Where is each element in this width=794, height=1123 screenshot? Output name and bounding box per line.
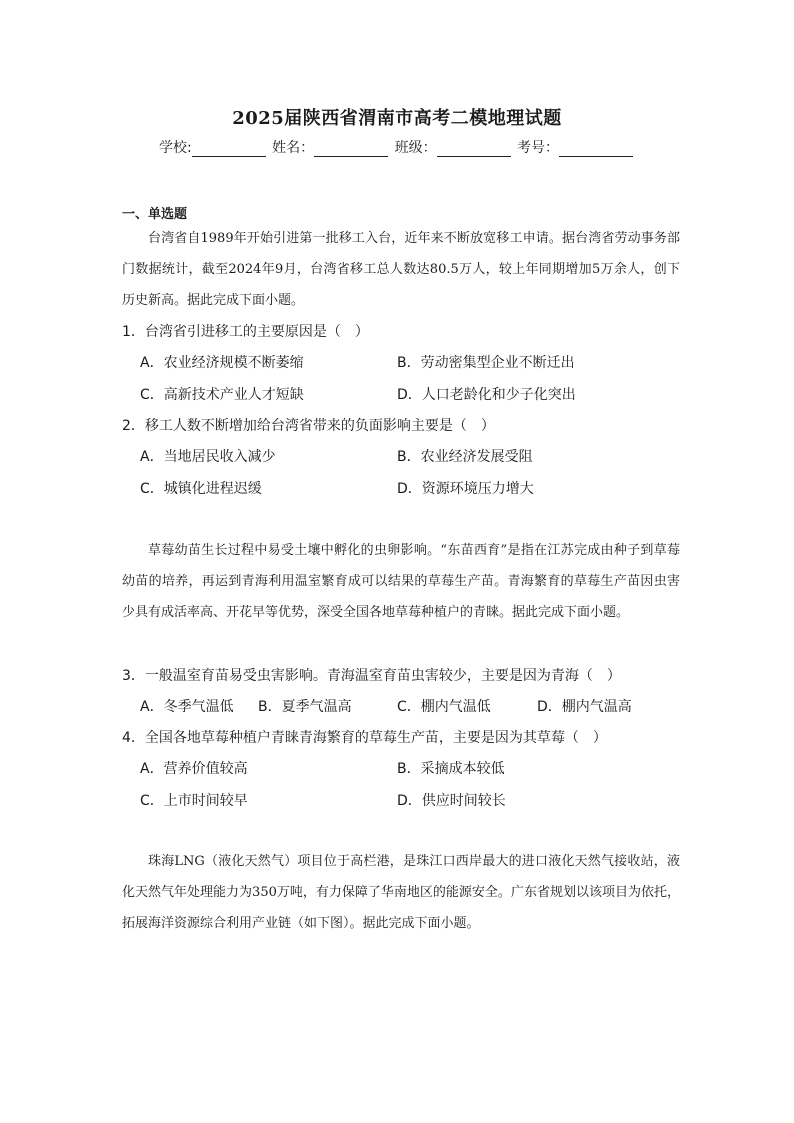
passage-3: 珠海LNG（液化天然气）项目位于高栏港，是珠江口西岸最大的进口液化天然气接收站，液化天然气年处理能力为350万吨，有力保障了华南地区的能源安全。广东省规划以该项目为依托，拓展海洋资源综合利用产业链（如下图）。据此完成下面小题。	[122, 854, 680, 931]
school-label: 学校:	[158, 140, 192, 156]
number-label: 考号：	[517, 140, 560, 156]
name-label: 姓名：	[272, 140, 315, 156]
student-info-line	[0, 137, 794, 157]
exam-title: 2025届陕西省渭南市高考二模地理试题	[232, 108, 562, 129]
class-blank[interactable]	[437, 142, 511, 157]
question-1-stem: 1．台湾省引进移工的主要原因是（ ）	[122, 324, 369, 340]
section-heading: 一、单选题	[122, 207, 188, 222]
q4-option-b[interactable]: B．采摘成本较低	[397, 761, 505, 777]
name-blank[interactable]	[314, 142, 388, 157]
class-label: 班级：	[394, 140, 437, 156]
q1-option-b[interactable]: B．劳动密集型企业不断迁出	[397, 355, 575, 371]
q3-option-a[interactable]: A．冬季气温低	[140, 699, 234, 715]
q2-option-a[interactable]: A．当地居民收入减少	[140, 449, 276, 465]
question-4-stem: 4．全国各地草莓种植户青睐青海繁育的草莓生产苗，主要是因为其草莓（ ）	[122, 730, 607, 746]
q4-option-d[interactable]: D．供应时间较长	[397, 793, 506, 809]
number-blank[interactable]	[559, 142, 633, 157]
q1-option-a[interactable]: A．农业经济规模不断萎缩	[140, 355, 304, 371]
q2-option-b[interactable]: B．农业经济发展受阻	[397, 449, 533, 465]
q3-option-d[interactable]: D．棚内气温高	[537, 699, 632, 715]
question-3-stem: 3．一般温室育苗易受虫害影响。青海温室育苗虫害较少，主要是因为青海（ ）	[122, 668, 621, 684]
question-2-stem: 2．移工人数不断增加给台湾省带来的负面影响主要是（ ）	[122, 418, 495, 434]
q3-option-b[interactable]: B．夏季气温高	[258, 699, 352, 715]
q2-option-c[interactable]: C．城镇化进程迟缓	[140, 481, 262, 497]
passage-2: 草莓幼苗生长过程中易受土壤中孵化的虫卵影响。“东苗西育”是指在江苏完成由种子到草莓幼苗的培养，再运到青海利用温室繁育成可以结果的草莓生产苗。青海繁育的草莓生产苗因虫害少具有成活率高、开花早等优势，深受全国各地草莓种植户的青睐。据此完成下面小题。	[122, 543, 680, 620]
school-blank[interactable]	[192, 142, 266, 157]
q3-option-c[interactable]: C．棚内气温低	[397, 699, 491, 715]
q1-option-d[interactable]: D．人口老龄化和少子化突出	[397, 387, 576, 403]
q1-option-c[interactable]: C．高新技术产业人才短缺	[140, 387, 304, 403]
q4-option-c[interactable]: C．上市时间较早	[140, 793, 248, 809]
q2-option-d[interactable]: D．资源环境压力增大	[397, 481, 534, 497]
q4-option-a[interactable]: A．营养价值较高	[140, 761, 248, 777]
passage-1: 台湾省自1989年开始引进第一批移工入台，近年来不断放宽移工申请。据台湾省劳动事务部门数据统计，截至2024年9月，台湾省移工总人数达80.5万人，较上年同期增加5万余人，创下历史新高。据此完成下面小题。	[122, 231, 680, 308]
